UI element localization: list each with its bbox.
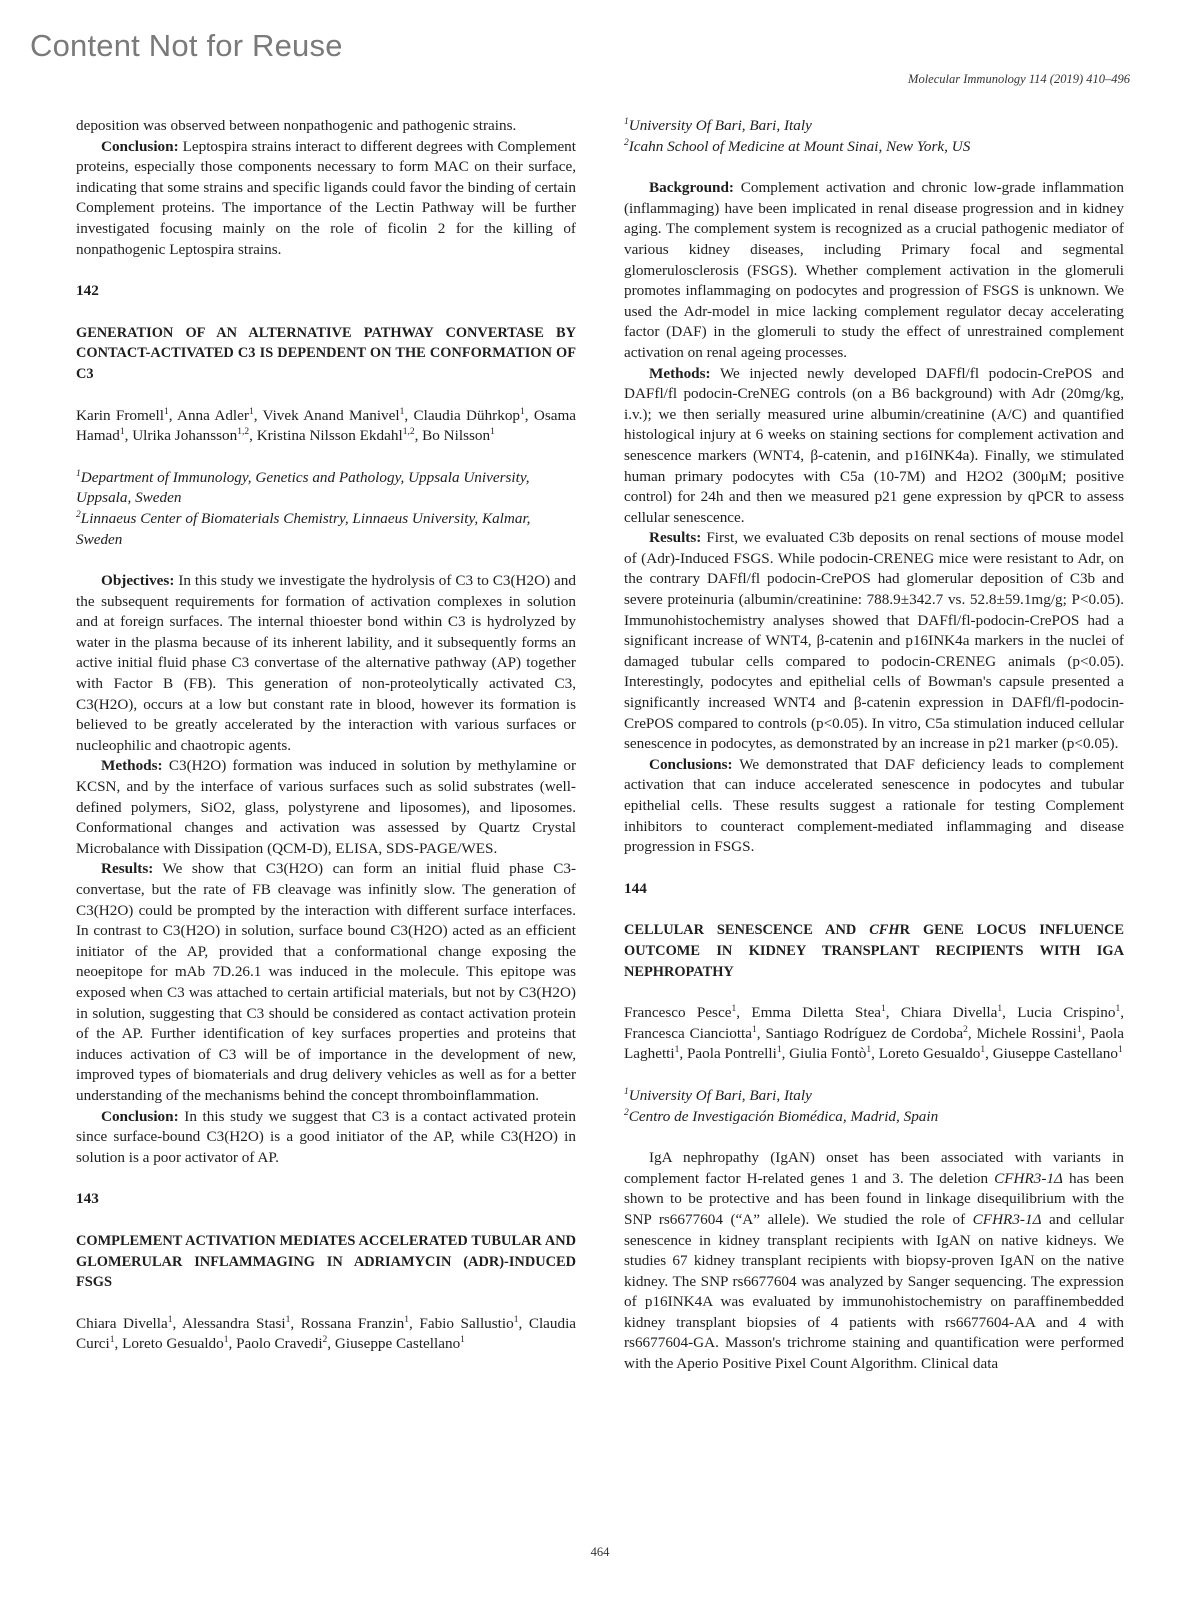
watermark: Content Not for Reuse xyxy=(30,28,343,63)
background-text-143: Complement activation and chronic low-grade inflammation (inflammaging) have been implicated in renal disease progression and in kidney aging. The complement system is recognized as a crucial pathogenic mediator of various kidney diseases, including Primary focal and segmental glomerulosclerosis (FSGS). Whether complement activation in the glomeruli promotes inflammaging on podocytes and progression of FSGS is unknown. We used the Adr-model in mice lacking complement regulator decay accelerating factor (DAF) in the glomeruli to study the effect of unrestrained complement activation on renal ageing processes. xyxy=(624,179,1124,361)
author-affiliation-mark: 1 xyxy=(520,406,525,417)
body-paragraph-144 xyxy=(624,1148,1124,1375)
author-affiliation-mark: 1 xyxy=(1115,1004,1121,1015)
author-name: Giulia Fontò xyxy=(789,1045,867,1063)
abstract-title-143: COMPLEMENT ACTIVATION MEDIATES ACCELERATED TUBULAR AND GLOMERULAR INFLAMMAGING IN ADRIAMYCIN (ADR)-INDUCED FSGS xyxy=(76,1232,576,1291)
authors-143: Chiara Divella$^1$, Alessandra Stasi$^1$, Rossana Franzin$^1$, Fabio Sallustio$^1$, Claudia Curci$^1$, Loreto Gesualdo$^1$, Paolo Cravedi$^2$, Giuseppe Castellano$^1$ xyxy=(76,1314,577,1353)
methods-text-143: We injected newly developed DAFfl/fl podocin-CrePOS and DAFfl/fl podocin-CreNEG controls (on a B6 background) with Adr (20mg/kg, i.v.); we then serially measured urine albumin/creatinine (A/C) and quantified histological injury at 6 weeks on staining sections for complement activation and senescence markers (WNT4, β-catenin, and p16INK4a). Finally, we stimulated human primary podocytes with C5a (10-7M) and H2O2 (300μM; positive control) for 24h and then we measured p21 gene expression by qPCR to assess cellular senescence. xyxy=(624,364,1124,526)
objectives-label: Objectives: xyxy=(101,572,175,590)
affiliation-mark: 2 xyxy=(624,1107,629,1118)
title-144-italic: CFH xyxy=(869,922,900,939)
author-affiliation-mark: 1 xyxy=(980,1045,986,1056)
background-paragraph-143 xyxy=(624,178,1124,363)
abstract-title-142: GENERATION OF AN ALTERNATIVE PATHWAY CONVERTASE BY CONTACT-ACTIVATED C3 IS DEPENDENT ON THE CONFORMATION OF C3 xyxy=(76,324,576,382)
conclusions-label-143: Conclusions: xyxy=(649,755,733,773)
conclusion-text-142: In this study we suggest that C3 is a contact activated protein since surface-bound C3(H2O) is a good initiator of the AP, while C3(H2O) in solution is a poor activator of AP. xyxy=(76,1107,576,1166)
author-name: Giuseppe Castellano xyxy=(992,1045,1118,1063)
author-affiliation-mark: 1 xyxy=(1076,1024,1082,1035)
affiliation-line xyxy=(76,509,576,550)
affiliations-144 xyxy=(624,1086,1124,1127)
author-affiliation-mark: 1 xyxy=(285,1314,291,1325)
affiliations-143 xyxy=(624,116,1124,157)
author-name: Anna Adler xyxy=(177,406,249,424)
conclusions-text-143: We demonstrated that DAF deficiency leads to complement activation that can induce accelerated senescence in podocytes and tubular epithelial cells. These results suggest a rationale for testing Complement inhibitors to counteract complement-mediated inflammaging and disease progression in FSGS. xyxy=(624,755,1124,856)
author-affiliation-mark: 1 xyxy=(513,1314,519,1325)
author-name: Giuseppe Castellano xyxy=(334,1335,461,1353)
affiliation-text: Centro de Investigación Biomédica, Madrid, Spain xyxy=(628,1107,939,1125)
results-label-142: Results: xyxy=(101,860,154,878)
right-column xyxy=(624,116,1124,1375)
author-name: Chiara Divella xyxy=(76,1314,168,1332)
author-affiliation-mark: 1 xyxy=(490,427,495,438)
author-affiliation-mark: 1 xyxy=(223,1335,229,1346)
author-affiliation-mark: 1,2 xyxy=(402,427,415,438)
author-name: Paola Pontrelli xyxy=(686,1045,777,1063)
abstract-title-144 xyxy=(624,920,1124,982)
author-name: Santiago Rodríguez de Cordoba xyxy=(765,1024,964,1042)
abstract-number-144: 144 xyxy=(624,879,647,897)
author-name: Paolo Cravedi xyxy=(236,1335,323,1353)
results-text-143: First, we evaluated C3b deposits on renal sections of mouse model of (Adr)-Induced FSGS. While podocin-CRENEG mice were resistant to Adr, on the contrary DAFfl/fl podocin-CrePOS had glomerular deposition of C3b and severe proteinuria (albumin/creatinine: 788.9±342.7 vs. 52.8±59.1mg/g; P<0.05). Immunohistochemistry analyses showed that DAFfl/fl-podocin-CrePOS had a significant increase of WNT4, β-catenin and p16INK4a markers in the nuclei of damaged tubular cells compared to podocin-CRENEG animals (p<0.05). Interestingly, podocytes and epithelial cells of Bowman's capsule presented a significantly increased WNT4 and β-catenin expression in DAFfl/fl-podocin-CrePOS compared to controls (p<0.05). In vitro, C5a stimulation induced cellular senescence in podocytes, as demonstrated by an increase in p21 marker (p<0.05). xyxy=(624,529,1124,753)
continued-text: deposition was observed between nonpathogenic and pathogenic strains. xyxy=(76,117,517,134)
author-affiliation-mark: 1 xyxy=(997,1004,1003,1015)
body-144-part2: has been shown to be protective and has been found in linkage disequilibrium with the SNP rs6677604 (“A” allele). We studied the role of xyxy=(624,1169,1124,1228)
journal-header: Molecular Immunology 114 (2019) 410–496 xyxy=(908,72,1130,86)
author-affiliation-mark: 1 xyxy=(163,406,169,417)
author-affiliation-mark: 1 xyxy=(731,1004,737,1015)
objectives-paragraph xyxy=(76,571,576,756)
author-affiliation-mark: 1 xyxy=(866,1045,872,1056)
conclusion-label-142: Conclusion: xyxy=(101,1107,179,1125)
results-label-143: Results: xyxy=(649,529,702,547)
affiliation-line xyxy=(624,1086,1124,1107)
objectives-text: In this study we investigate the hydrolysis of C3 to C3(H2O) and the subsequent requirements for formation of activation complexes in solution and at foreign surfaces. The internal thioester bond within C3 is hydrolyzed by water in the plasma because of its inherent lability, and it subsequently forms an active initial fluid phase C3 convertase of the alternative pathway (AP) together with Factor B (FB). This generation of non-proteolytically activated C3, C3(H2O), occurs at a low but constant rate in blood, however its formation is believed to be greatly accelerated by the interaction with various surfaces or nucleophilic and chaotropic agents. xyxy=(76,572,576,754)
author-affiliation-mark: 1 xyxy=(167,1314,173,1325)
methods-label-142: Methods: xyxy=(101,757,163,775)
results-paragraph-143 xyxy=(624,528,1124,755)
author-name: Chiara Divella xyxy=(900,1004,998,1022)
conclusion-paragraph-142 xyxy=(76,1107,576,1169)
affiliation-line xyxy=(624,116,1124,137)
title-144-part1: CELLULAR SENESCENCE AND xyxy=(624,922,870,939)
author-affiliation-mark: 1 xyxy=(119,427,125,438)
background-label-143: Background: xyxy=(649,179,734,197)
author-affiliation-mark: 1 xyxy=(776,1045,782,1056)
results-paragraph-142 xyxy=(76,859,576,1106)
affiliation-mark: 1 xyxy=(76,468,81,479)
author-name: Alessandra Stasi xyxy=(182,1314,286,1332)
author-name: Vivek Anand Manivel xyxy=(262,406,400,424)
left-column xyxy=(76,116,576,1355)
author-name: Osama Hamad xyxy=(76,406,577,445)
methods-paragraph-142 xyxy=(76,756,576,859)
methods-text-142: C3(H2O) formation was induced in solution by methylamine or KCSN, and by the interface of various surfaces such as solid substrates (well-defined polymers, SiO2, glass, polystyrene and liposomes), and liposomes. Conformational changes and activation was assessed by Quartz Crystal Microbalance with Dissipation (QCM-D), ELISA, SDS-PAGE/WES. xyxy=(76,757,576,857)
conclusions-paragraph-143 xyxy=(624,755,1124,858)
conclusion-paragraph xyxy=(76,137,576,261)
author-name: Fabio Sallustio xyxy=(419,1314,514,1332)
affiliations-142 xyxy=(76,468,576,550)
conclusion-label: Conclusion: xyxy=(101,137,179,155)
body-144-italic2: CFHR3-1Δ xyxy=(972,1210,1042,1228)
affiliation-mark: 2 xyxy=(76,509,81,520)
affiliation-line xyxy=(76,468,576,509)
body-144-part3: and cellular senescence in kidney transplant recipients with IgAN on native kidneys. We studies 67 kidney transplant recipients with biopsy-proven IgAN on the native kidney. The SNP rs6677604 was analyzed by Sanger sequencing. The expression of p16INK4A was evaluated by immunohistochemistry on paraffinembedded kidney transplant biopsies of 4 patients with rs6677604-AA and 4 with rs6677604-GA. Masson's trichrome staining and quantification were performed with the Aperio Positive Pixel Count Algorithm. Clinical data xyxy=(624,1210,1124,1373)
author-name: Bo Nilsson xyxy=(422,427,491,445)
abstract-number-142: 142 xyxy=(76,282,99,300)
author-name: Claudia Dührkop xyxy=(413,406,521,424)
affiliation-mark: 1 xyxy=(624,116,629,127)
methods-paragraph-143 xyxy=(624,364,1124,529)
methods-label-143: Methods: xyxy=(649,364,711,382)
author-name: Francesco Pesce xyxy=(624,1004,732,1022)
author-affiliation-mark: 1 xyxy=(881,1004,886,1015)
affiliation-text: Department of Immunology, Genetics and Pathology, Uppsala University, Uppsala, Sweden xyxy=(76,468,530,507)
affiliation-line xyxy=(624,137,1124,158)
body-144-part1: IgA nephropathy (IgAN) onset has been associated with variants in complement factor H-related genes 1 and 3. The deletion xyxy=(624,1149,1124,1187)
affiliation-mark: 1 xyxy=(624,1086,629,1097)
abstract-number-143: 143 xyxy=(76,1190,99,1208)
affiliation-text: Linnaeus Center of Biomaterials Chemistry, Linnaeus University, Kalmar, Sweden xyxy=(76,509,531,548)
author-name: Lucia Crispino xyxy=(1017,1004,1116,1022)
affiliation-text: Icahn School of Medicine at Mount Sinai, New York, US xyxy=(628,137,971,155)
author-affiliation-mark: 1 xyxy=(109,1335,115,1346)
affiliation-text: University Of Bari, Bari, Italy xyxy=(628,117,812,134)
author-name: Karin Fromell xyxy=(76,406,164,424)
author-affiliation-mark: 2 xyxy=(322,1335,328,1346)
page-number: 464 xyxy=(590,1545,610,1559)
author-affiliation-mark: 1,2 xyxy=(237,427,250,438)
affiliation-text: University Of Bari, Bari, Italy xyxy=(628,1086,812,1104)
author-affiliation-mark: 1 xyxy=(674,1045,680,1056)
author-name: Loreto Gesualdo xyxy=(122,1335,224,1353)
author-name: Claudia Curci xyxy=(76,1314,577,1353)
conclusion-text: Leptospira strains interact to different degrees with Complement proteins, especially those components necessary to form MAC on their surface, indicating that some strains and specific ligands could favor the binding of certain Complement proteins. The importance of the Lectin Pathway will be further investigated focusing mainly on the role of ficolin 2 for the killing of nonpathogenic Leptospira strains. xyxy=(76,137,576,258)
author-name: Emma Diletta Stea xyxy=(751,1004,882,1022)
author-name: Loreto Gesualdo xyxy=(878,1045,981,1063)
author-affiliation-mark: 1 xyxy=(460,1335,465,1346)
author-affiliation-mark: 1 xyxy=(404,1314,410,1325)
author-name: Michele Rossini xyxy=(976,1024,1077,1042)
results-text-142: We show that C3(H2O) can form an initial fluid phase C3-convertase, but the rate of FB cleavage was infinitly slow. The generation of C3(H2O) could be prompted by the interaction with different surface interfaces. In contrast to C3(H2O) in solution, surface bound C3(H2O) acted as an efficient initiator of the AP, provided that a conformational change exposing the neoepitope for mAb 7D.26.1 was induced in the molecule. This epitope was exposed when C3 was attached to certain artificial materials, but not by C3(H2O) in solution, suggesting that C3 should be considered as contact activation protein of the AP. Further identification of key surfaces properties and proteins that induces activation of C3 will be of importance in the development of new, improved types of biomaterials and drug delivery vehicles as well as for a better understanding of the mechanisms behind the concept thromboinflammation. xyxy=(76,860,576,1104)
body-144-italic1: CFHR3-1Δ xyxy=(994,1169,1063,1187)
author-name: Ulrika Johansson xyxy=(132,427,238,445)
author-name: Francesca Cianciotta xyxy=(624,1024,753,1042)
author-affiliation-mark: 1 xyxy=(752,1024,757,1035)
authors-142: Karin Fromell$^1$, Anna Adler$^1$, Vivek Anand Manivel$^1$, Claudia Dührkop$^1$, Osama Hamad$^1$, Ulrika Johansson$^{1,2}$, Kristina Nilsson Ekdahl$^{1,2}$, Bo Nilsson$^1$ xyxy=(76,406,577,445)
author-affiliation-mark: 1 xyxy=(248,406,254,417)
affiliation-mark: 2 xyxy=(624,137,629,148)
title-144-part2: R GENE LOCUS INFLUENCE OUTCOME IN KIDNEY TRANSPLANT RECIPIENTS WITH IGA NEPHROPATHY xyxy=(624,922,1124,980)
authors-144: Francesco Pesce$^1$, Emma Diletta Stea$^1$, Chiara Divella$^1$, Lucia Crispino$^1$, Francesca Cianciotta$^1$, Santiago Rodríguez de Cordoba$^2$, Michele Rossini$^1$, Paola Laghetti$^1$, Paola Pontrelli$^1$, Giulia Fontò$^1$, Loreto Gesualdo$^1$, Giuseppe Castellano$^1$ xyxy=(624,1004,1125,1063)
affiliation-line xyxy=(624,1107,1124,1128)
author-name: Kristina Nilsson Ekdahl xyxy=(256,427,403,445)
author-affiliation-mark: 1 xyxy=(1117,1045,1123,1056)
author-affiliation-mark: 1 xyxy=(399,406,405,417)
author-name: Paola Laghetti xyxy=(624,1024,1125,1063)
author-affiliation-mark: 2 xyxy=(963,1024,968,1035)
author-name: Rossana Franzin xyxy=(300,1314,405,1332)
